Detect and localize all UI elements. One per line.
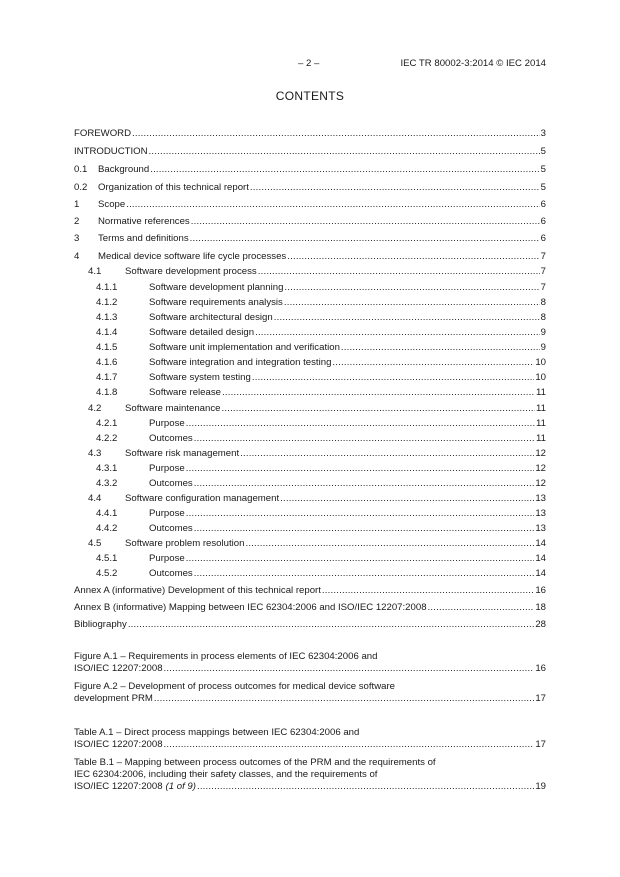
toc-entry-number: 4.1.2 (96, 297, 118, 308)
dot-leader (164, 663, 535, 674)
toc-entry-page: 6 (540, 216, 546, 227)
table-entry-text: IEC 62304:2006, including their safety classes, and the requirements of (74, 769, 378, 780)
dot-leader (245, 538, 534, 549)
toc-entry-page: 6 (540, 233, 546, 244)
dot-leader (150, 164, 539, 175)
toc-entry[interactable] (96, 312, 546, 326)
figure-entry-page: 17 (535, 693, 546, 704)
toc-entry[interactable] (74, 233, 546, 247)
toc-entry[interactable] (96, 553, 546, 567)
dot-leader (190, 233, 540, 244)
toc-entry-page: 6 (540, 199, 546, 210)
toc-entry-title: Purpose (149, 508, 185, 519)
toc-entry-page: 28 (535, 619, 546, 630)
toc-entry-title: Purpose (149, 553, 185, 564)
dot-leader (341, 342, 540, 353)
toc-entry-title: Medical device software life cycle processes (98, 251, 287, 262)
toc-entry-page: 11 (536, 433, 546, 444)
toc-entry[interactable] (96, 523, 546, 537)
dot-leader (194, 433, 535, 444)
toc-entry-number: 4.4.2 (96, 523, 118, 534)
toc-entry-title: Scope (98, 199, 126, 210)
toc-entry-title: Software development planning (149, 282, 284, 293)
toc-entry-page: 8 (540, 297, 546, 308)
table-entry-a1-line2[interactable] (74, 739, 546, 753)
toc-entry-page: 9 (540, 342, 546, 353)
toc-entry[interactable] (88, 266, 546, 280)
toc-entry-page: 12 (535, 463, 546, 474)
dot-leader (194, 523, 535, 534)
toc-entry[interactable] (88, 538, 546, 552)
toc-entry-page: 3 (540, 128, 546, 139)
page-number: – 2 – (298, 58, 320, 69)
toc-entry-page: 13 (535, 508, 546, 519)
dot-leader (255, 327, 540, 338)
toc-entry-page: 10 (535, 372, 546, 383)
dot-leader (428, 602, 535, 613)
toc-entry[interactable] (96, 508, 546, 522)
dot-leader (186, 418, 535, 429)
table-entry-b1-line3[interactable] (74, 781, 546, 795)
toc-entry-title: Outcomes (149, 478, 193, 489)
toc-entry-page: 5 (540, 164, 546, 175)
toc-entry-page: 11 (536, 387, 546, 398)
page-header (0, 58, 620, 72)
table-entry-page: 19 (535, 781, 546, 792)
toc-entry-title: Software unit implementation and verification (149, 342, 340, 353)
toc-entry-number: 2 (74, 216, 80, 227)
toc-entry-page: 13 (535, 523, 546, 534)
figure-entry-text: ISO/IEC 12207:2008 (74, 663, 163, 674)
toc-entry-title: Software configuration management (125, 493, 280, 504)
toc-entry-title: Software integration and integration testing (149, 357, 332, 368)
dot-leader (258, 266, 540, 277)
toc-entry[interactable] (96, 478, 546, 492)
dot-leader (284, 282, 539, 293)
document-reference: IEC TR 80002-3:2014 © IEC 2014 (400, 58, 546, 69)
dot-leader (186, 553, 535, 564)
toc-entry-number: 4.3.2 (96, 478, 118, 489)
dot-leader (164, 739, 535, 750)
toc-entry-title: Software development process (125, 266, 257, 277)
toc-entry-title: Normative references (98, 216, 190, 227)
toc-entry-number: 0.2 (74, 182, 88, 193)
toc-entry-title: Software problem resolution (125, 538, 245, 549)
toc-entry-page: 16 (535, 585, 546, 596)
toc-entry[interactable] (74, 602, 546, 616)
toc-entry-number: 4.1.8 (96, 387, 118, 398)
toc-entry-number: 4.1.7 (96, 372, 118, 383)
dot-leader (149, 146, 540, 157)
toc-entry-title: Annex B (informative) Mapping between IEC 62304:2006 and ISO/IEC 12207:2008 (74, 602, 427, 613)
toc-entry-title: Software architectural design (149, 312, 273, 323)
toc-entry-page: 5 (540, 182, 546, 193)
toc-entry-number: 4.2.2 (96, 433, 118, 444)
toc-entry-number: 4.1.5 (96, 342, 118, 353)
toc-entry-number: 4 (74, 251, 80, 262)
toc-entry[interactable] (96, 282, 546, 296)
toc-entry-number: 4.2 (88, 403, 102, 414)
table-entry-text: ISO/IEC 12207:2008 (74, 781, 163, 792)
toc-entry[interactable] (88, 403, 546, 417)
toc-entry[interactable] (88, 493, 546, 507)
figure-entry-page: 16 (535, 663, 546, 674)
dot-leader (322, 585, 534, 596)
toc-entry-page: 14 (535, 553, 546, 564)
toc-entry[interactable] (96, 387, 546, 401)
toc-entry-page: 11 (536, 403, 546, 414)
dot-leader (284, 297, 540, 308)
toc-entry-title: Software release (149, 387, 221, 398)
toc-entry-title: Organization of this technical report (98, 182, 249, 193)
toc-entry[interactable] (74, 216, 546, 230)
toc-entry[interactable] (96, 463, 546, 477)
toc-entry-page: 12 (535, 478, 546, 489)
toc-entry-number: 4.1 (88, 266, 102, 277)
toc-entry-title: Outcomes (149, 568, 193, 579)
toc-entry-page: 8 (540, 312, 546, 323)
toc-entry-title: Annex A (informative) Development of this technical report (74, 585, 321, 596)
toc-entry-title: Bibliography (74, 619, 127, 630)
dot-leader (186, 463, 535, 474)
toc-entry-number: 4.5.1 (96, 553, 118, 564)
dot-leader (132, 128, 540, 139)
toc-entry[interactable] (74, 146, 546, 160)
dot-leader (186, 508, 535, 519)
table-entry-page: 17 (535, 739, 546, 750)
table-entry-text: Table B.1 – Mapping between process outcomes of the PRM and the requirements of (74, 757, 436, 768)
toc-entry[interactable] (74, 182, 546, 196)
dot-leader (252, 372, 534, 383)
toc-entry-number: 3 (74, 233, 80, 244)
dot-leader (221, 403, 535, 414)
toc-entry-page: 12 (535, 448, 546, 459)
toc-entry-number: 4.1.4 (96, 327, 118, 338)
dot-leader (126, 199, 539, 210)
toc-entry[interactable] (96, 297, 546, 311)
table-entry-text: Table A.1 – Direct process mappings between IEC 62304:2006 and (74, 727, 360, 738)
dot-leader (250, 182, 540, 193)
dot-leader (154, 693, 534, 704)
toc-entry-page: 18 (535, 602, 546, 613)
dot-leader (197, 781, 534, 792)
table-entry-part: (1 of 9) (165, 781, 196, 792)
figure-entry-text: development PRM (74, 693, 153, 704)
toc-entry-title: Terms and definitions (98, 233, 189, 244)
toc-entry[interactable] (74, 164, 546, 178)
dot-leader (222, 387, 535, 398)
toc-entry-number: 4.4 (88, 493, 102, 504)
toc-entry-page: 14 (535, 538, 546, 549)
dot-leader (128, 619, 535, 630)
toc-entry-number: 4.2.1 (96, 418, 118, 429)
figure-entry-a1-line2[interactable] (74, 663, 546, 677)
toc-entry[interactable] (96, 327, 546, 341)
toc-entry-title: Outcomes (149, 433, 193, 444)
toc-entry-title: Software requirements analysis (149, 297, 283, 308)
toc-entry-page: 13 (535, 493, 546, 504)
figure-entry-text: Figure A.1 – Requirements in process elements of IEC 62304:2006 and (74, 651, 378, 662)
toc-entry-title: Software risk management (125, 448, 240, 459)
toc-entry[interactable] (96, 568, 546, 582)
dot-leader (240, 448, 534, 459)
toc-entry-title: Purpose (149, 463, 185, 474)
toc-entry-title: Software maintenance (125, 403, 221, 414)
toc-entry-title: Purpose (149, 418, 185, 429)
toc-entry-number: 4.4.1 (96, 508, 118, 519)
toc-entry-title: Software system testing (149, 372, 251, 383)
figure-entry-text: Figure A.2 – Development of process outcomes for medical device software (74, 681, 396, 692)
toc-entry-number: 4.3.1 (96, 463, 118, 474)
toc-entry-title: FOREWORD (74, 128, 132, 139)
toc-entry-number: 4.1.3 (96, 312, 118, 323)
toc-entry-page: 11 (536, 418, 546, 429)
page-title: CONTENTS (275, 89, 345, 103)
table-entry-text: ISO/IEC 12207:2008 (74, 739, 163, 750)
toc-entry-number: 0.1 (74, 164, 88, 175)
toc-entry[interactable] (96, 342, 546, 356)
toc-entry-page: 7 (540, 251, 546, 262)
toc-entry-title: INTRODUCTION (74, 146, 148, 157)
dot-leader (332, 357, 534, 368)
toc-entry-page: 7 (540, 266, 546, 277)
dot-leader (194, 568, 535, 579)
toc-entry[interactable] (88, 448, 546, 462)
toc-entry-number: 1 (74, 199, 80, 210)
figure-entry-a2-line2[interactable] (74, 693, 546, 707)
toc-entry-title: Background (98, 164, 150, 175)
dot-leader (274, 312, 540, 323)
toc-entry-number: 4.3 (88, 448, 102, 459)
dot-leader (287, 251, 539, 262)
toc-entry[interactable] (96, 433, 546, 447)
dot-leader (280, 493, 534, 504)
dot-leader (191, 216, 540, 227)
toc-entry[interactable] (96, 418, 546, 432)
toc-entry-number: 4.5.2 (96, 568, 118, 579)
toc-entry-page: 7 (540, 282, 546, 293)
toc-entry[interactable] (74, 619, 546, 633)
toc-entry[interactable] (74, 199, 546, 213)
toc-entry-title: Outcomes (149, 523, 193, 534)
toc-entry-title: Software detailed design (149, 327, 255, 338)
toc-entry-page: 14 (535, 568, 546, 579)
toc-entry-page: 9 (540, 327, 546, 338)
toc-entry[interactable] (74, 251, 546, 265)
toc-entry-page: 10 (535, 357, 546, 368)
toc-entry-page: 5 (540, 146, 546, 157)
toc-entry[interactable] (96, 372, 546, 386)
toc-entry[interactable] (96, 357, 546, 371)
toc-entry-number: 4.1.1 (96, 282, 118, 293)
toc-entry-number: 4.1.6 (96, 357, 118, 368)
toc-entry[interactable] (74, 128, 546, 142)
dot-leader (194, 478, 535, 489)
toc-entry[interactable] (74, 585, 546, 599)
toc-entry-number: 4.5 (88, 538, 102, 549)
